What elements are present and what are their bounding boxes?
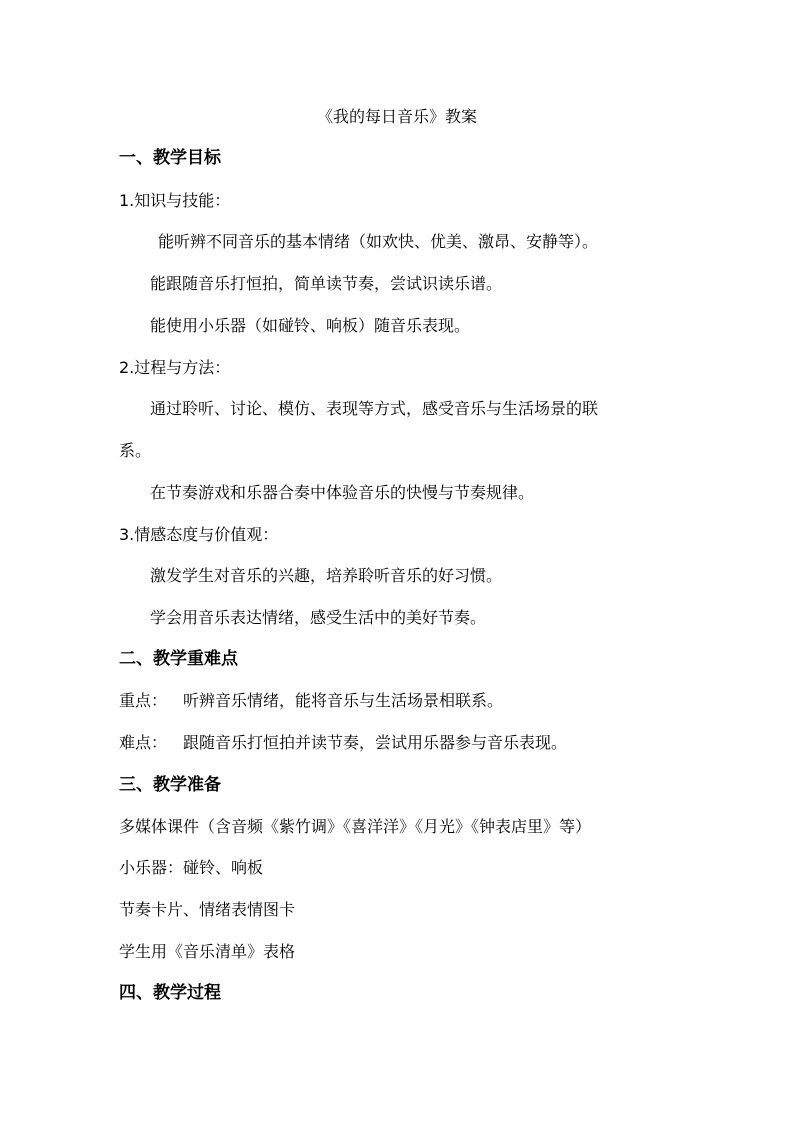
preparation-item: 学生用《音乐清单》表格 (119, 942, 296, 961)
key-point-label: 重点： (119, 691, 168, 710)
preparation-item: 多媒体课件（含音频《紫竹调》《喜洋洋》《月光》《钟表店里》等） (119, 817, 592, 836)
doc-title: 《我的每日音乐》教案 (316, 107, 477, 126)
subheading-attitude-values: 3.情感态度与价值观： (119, 525, 279, 544)
objective-item: 学会用音乐表达情绪，感受生活中的美好节奏。 (150, 608, 487, 627)
section-heading-key-points: 二、教学重难点 (119, 649, 238, 669)
objective-item: 能使用小乐器（如碰铃、响板）随音乐表现。 (150, 316, 471, 335)
section-heading-objectives: 一、教学目标 (119, 148, 221, 168)
objective-item: 能听辨不同音乐的基本情绪（如欢快、优美、激昂、安静等）。 (158, 232, 599, 251)
objective-item-continued: 系。 (119, 441, 152, 460)
difficulty-text: 跟随音乐打恒拍并读节奏，尝试用乐器参与音乐表现。 (183, 733, 568, 752)
preparation-item: 节奏卡片、情绪表情图卡 (119, 900, 296, 919)
section-heading-process: 四、教学过程 (119, 983, 221, 1003)
preparation-item: 小乐器：碰铃、响板 (119, 858, 264, 877)
subheading-process-method: 2.过程与方法： (119, 358, 231, 377)
subheading-knowledge-skills: 1.知识与技能： (119, 191, 231, 210)
difficulty-label: 难点： (119, 733, 168, 752)
objective-item: 在节奏游戏和乐器合奏中体验音乐的快慢与节奏规律。 (150, 483, 535, 502)
objective-item: 激发学生对音乐的兴趣，培养聆听音乐的好习惯。 (150, 566, 503, 585)
key-point-line (119, 689, 503, 713)
section-heading-preparation: 三、教学准备 (119, 775, 221, 795)
difficulty-line (119, 731, 567, 755)
key-point-text: 听辨音乐情绪，能将音乐与生活场景相联系。 (183, 691, 504, 710)
objective-item: 能跟随音乐打恒拍，简单读节奏，尝试识读乐谱。 (150, 274, 503, 293)
objective-item: 通过聆听、讨论、模仿、表现等方式，感受音乐与生活场景的联 (150, 399, 599, 418)
